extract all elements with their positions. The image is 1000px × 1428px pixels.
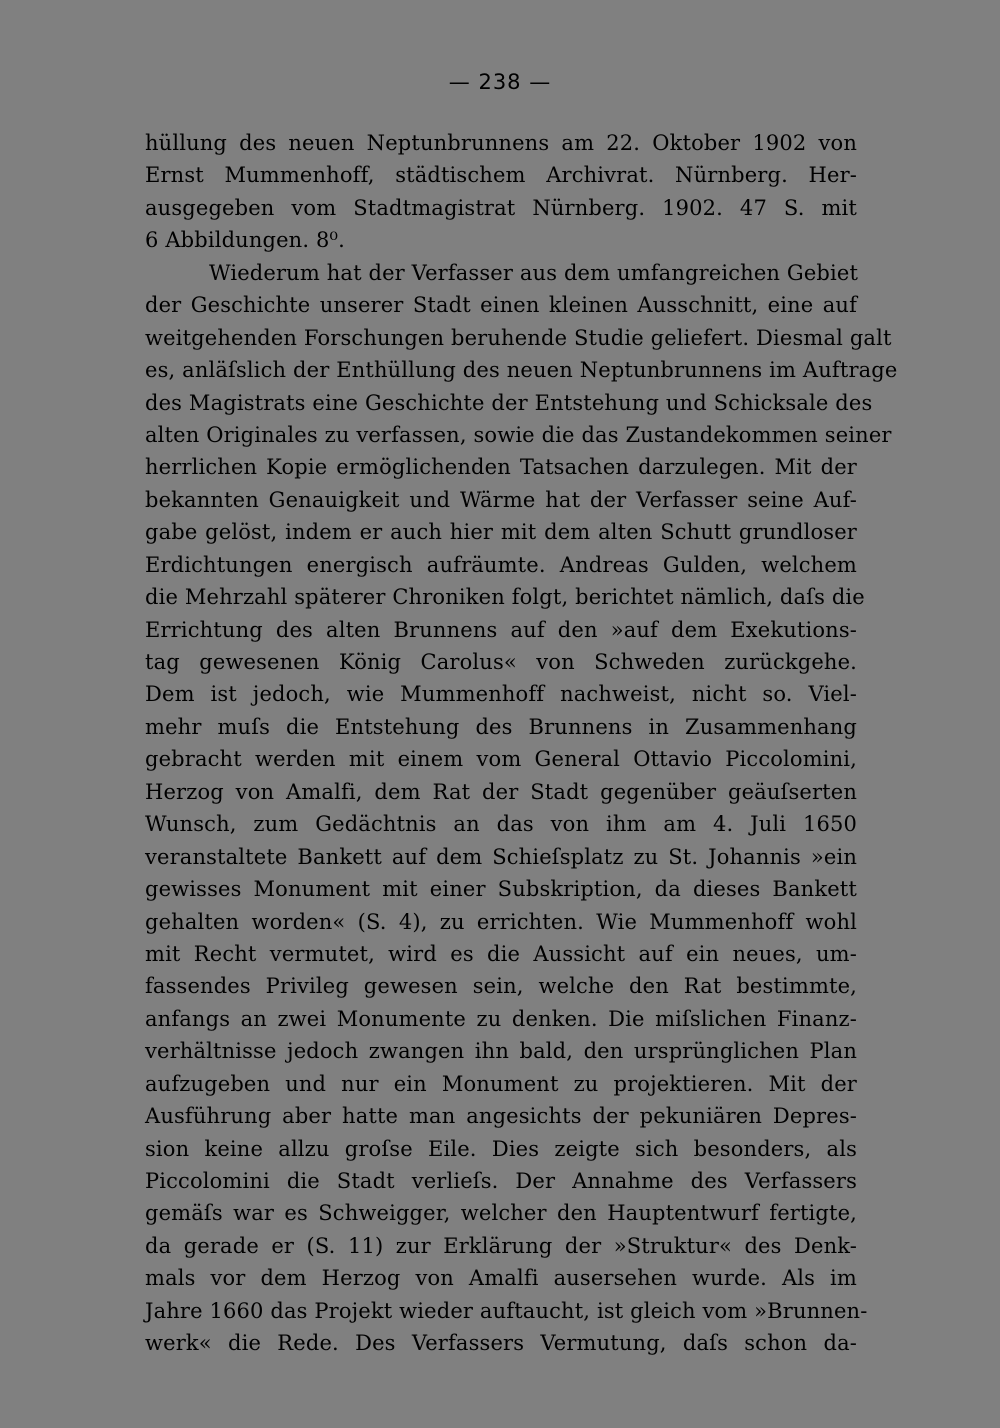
text-line: gebracht werden mit einem vom General Ottavio Piccolomini, bbox=[145, 747, 857, 772]
text-line: Jahre 1660 das Projekt wieder auftaucht, ist gleich vom »Brunnen- bbox=[145, 1298, 868, 1323]
text-line: mit Recht vermutet, wird es die Aussicht auf ein neues, um- bbox=[145, 941, 857, 966]
paragraph-start-line: Wiederum hat der Verfasser aus dem umfangreichen Gebiet bbox=[209, 260, 859, 285]
text-line: veranstaltete Bankett auf dem Schieſsplatz zu St. Johannis »ein bbox=[145, 844, 857, 869]
text-line: des Magistrats eine Geschichte der Entstehung und Schicksale des bbox=[145, 390, 873, 415]
text-line: tag gewesenen König Carolus« von Schweden zurückgehe. bbox=[145, 650, 857, 674]
text-line: Wunsch, zum Gedächtnis an das von ihm am 4. Juli 1650 bbox=[145, 812, 857, 837]
text-line: mals vor dem Herzog von Amalfi ausersehen wurde. Als im bbox=[145, 1266, 857, 1291]
text-line: Ausführung aber hatte man angesichts der pekuniären Depres- bbox=[145, 1104, 857, 1129]
text-line: verhältnisse jedoch zwangen ihn bald, den ursprünglichen Plan bbox=[145, 1039, 857, 1064]
text-line: bekannten Genauigkeit und Wärme hat der Verfasser seine Auf- bbox=[145, 487, 857, 512]
text-line: Dem ist jedoch, wie Mummenhoff nachweist, nicht so. Viel- bbox=[145, 682, 857, 707]
text-line: Errichtung des alten Brunnens auf den »auf dem Exekutions- bbox=[145, 617, 857, 642]
text-line: gehalten worden« (S. 4), zu errichten. Wie Mummenhoff wohl bbox=[145, 909, 857, 934]
text-line: der Geschichte unserer Stadt einen kleinen Ausschnitt, eine auf bbox=[145, 293, 857, 318]
text-line: da gerade er (S. 11) zur Erklärung der »Struktur« des Denk- bbox=[145, 1233, 857, 1258]
text-line: aufzugeben und nur ein Monument zu projektieren. Mit der bbox=[145, 1071, 857, 1096]
text-line: hüllung des neuen Neptunbrunnens am 22. Oktober 1902 von bbox=[145, 131, 857, 155]
text-line: gabe gelöst, indem er auch hier mit dem alten Schutt grundloser bbox=[145, 520, 857, 545]
text-line: ausgegeben vom Stadtmagistrat Nürnberg. 1902. 47 S. mit bbox=[145, 195, 857, 220]
text-line: anfangs an zwei Monumente zu denken. Die miſslichen Finanz- bbox=[145, 1006, 857, 1031]
text-line: es, anläſslich der Enthüllung des neuen Neptunbrunnens im Auftrage bbox=[145, 358, 898, 383]
text-line: werk« die Rede. Des Verfassers Vermutung, daſs schon da- bbox=[145, 1331, 857, 1356]
page-number: — 238 — bbox=[448, 70, 552, 94]
body-text bbox=[145, 127, 898, 1360]
text-line: fassendes Privileg gewesen sein, welche den Rat bestimmte, bbox=[145, 974, 857, 999]
text-line: mehr muſs die Entstehung des Brunnens in Zusammenhang bbox=[145, 714, 857, 739]
text-line: herrlichen Kopie ermöglichenden Tatsachen darzulegen. Mit der bbox=[145, 455, 857, 480]
text-line: Erdichtungen energisch aufräumte. Andreas Gulden, welchem bbox=[145, 552, 857, 577]
text-line: Herzog von Amalfi, dem Rat der Stadt gegenüber geäuſserten bbox=[145, 779, 857, 804]
text-line: gemäſs war es Schweigger, welcher den Hauptentwurf fertigte, bbox=[145, 1201, 857, 1226]
text-line: Piccolomini die Stadt verlieſs. Der Annahme des Verfassers bbox=[145, 1169, 857, 1193]
text-line: sion keine allzu groſse Eile. Dies zeigte sich besonders, als bbox=[145, 1136, 857, 1161]
text-line: Ernst Mummenhoff, städtischem Archivrat. Nürnberg. Her- bbox=[145, 163, 857, 188]
text-line: weitgehenden Forschungen beruhende Studie geliefert. Diesmal galt bbox=[145, 325, 892, 350]
text-line: 6 Abbildungen. 8⁰. bbox=[145, 228, 345, 253]
text-line: die Mehrzahl späterer Chroniken folgt, berichtet nämlich, daſs die bbox=[145, 585, 865, 610]
text-line: alten Originales zu verfassen, sowie die das Zustandekommen seiner bbox=[145, 422, 892, 447]
text-line: gewisses Monument mit einer Subskription, da dieses Bankett bbox=[145, 877, 857, 902]
